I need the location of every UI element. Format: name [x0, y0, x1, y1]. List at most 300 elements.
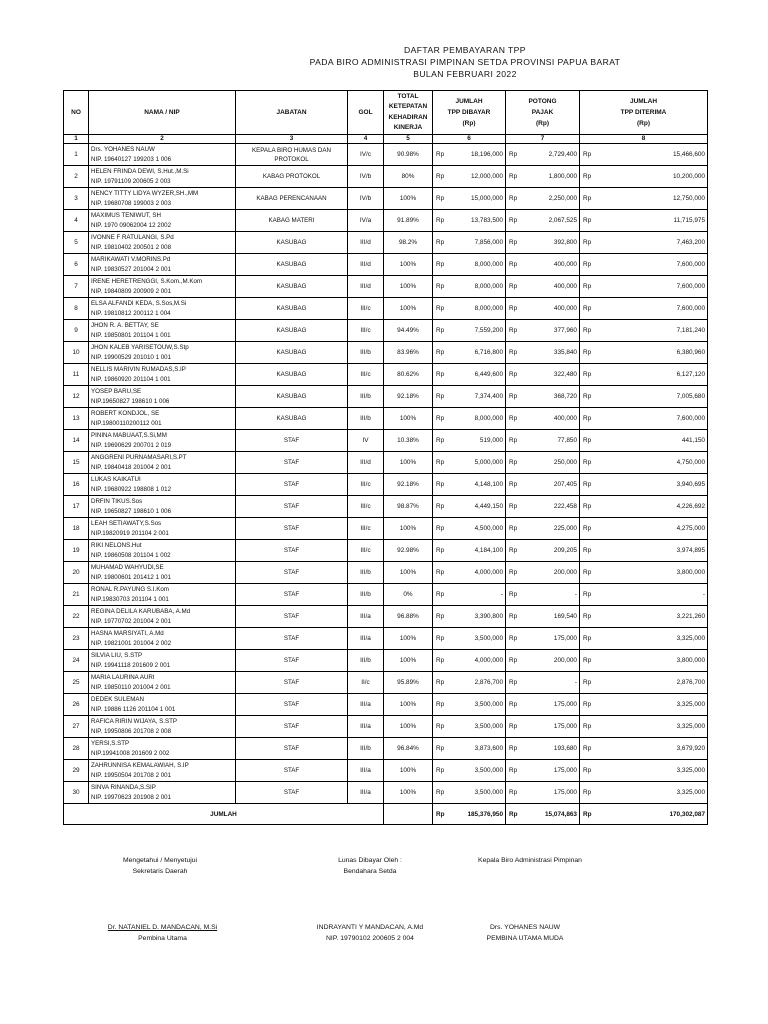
currency-label: Rp: [580, 628, 594, 650]
row-nip: NIP. 19680922 198808 1 012: [91, 485, 172, 493]
row-tpp: 8,000,000: [447, 408, 506, 430]
row-no: 13: [64, 408, 89, 430]
currency-label: Rp: [580, 188, 594, 210]
row-no: 27: [64, 716, 89, 738]
row-name: YERSI,S.STP: [91, 740, 130, 747]
row-name-nip: [89, 210, 236, 232]
sig-middle-title: NIP. 19790102 200605 2 004: [326, 935, 414, 942]
table-row: [64, 496, 708, 518]
row-pajak: 1,800,000: [520, 166, 580, 188]
currency-label: Rp: [580, 144, 594, 166]
row-name: Drs. YOHANES NAUW: [91, 146, 155, 153]
currency-label: Rp: [506, 804, 520, 825]
row-tpp: 4,449,150: [447, 496, 506, 518]
row-tpp: 2,876,700: [447, 672, 506, 694]
currency-label: Rp: [580, 518, 594, 540]
row-nip: NIP. 1970 09062004 12 2002: [91, 221, 172, 229]
currency-label: Rp: [433, 782, 447, 804]
row-jabatan: STAF: [236, 518, 348, 540]
row-pajak: 77,850: [520, 430, 580, 452]
row-name: JHON R. A. BETTAY, SE: [91, 322, 159, 329]
header-pajak-l1: POTONG: [528, 98, 557, 105]
row-pajak: 222,458: [520, 496, 580, 518]
row-kinerja: 92.18%: [384, 386, 433, 408]
sig-left-line1: Mengetahui / Menyetujui: [122, 857, 198, 864]
row-no: 1: [64, 144, 89, 166]
currency-label: Rp: [580, 672, 594, 694]
row-name: RAFICA RIRIN WIJAYA, S.STP: [91, 718, 178, 725]
row-diterima: 7,005,680: [594, 386, 708, 408]
row-name-nip: [89, 738, 236, 760]
row-jabatan: STAF: [236, 474, 348, 496]
row-gol: III/d: [348, 276, 384, 298]
report-title: DAFTAR PEMBAYARAN TPP: [404, 45, 526, 55]
row-name-nip: [89, 430, 236, 452]
row-jabatan: KASUBAG: [236, 254, 348, 276]
row-pajak: 2,729,400: [520, 144, 580, 166]
total-kinerja: [384, 804, 433, 825]
header-jumlah-tpp-l1: JUMLAH: [455, 98, 483, 105]
row-pajak: 207,405: [520, 474, 580, 496]
row-jabatan: KASUBAG: [236, 232, 348, 254]
row-gol: III/b: [348, 562, 384, 584]
col-num-3: 3: [236, 135, 348, 144]
currency-label: Rp: [580, 364, 594, 386]
row-nip: NIP. 19810402 200501 2 008: [91, 243, 172, 251]
row-diterima: 7,463,200: [594, 232, 708, 254]
row-pajak: 175,000: [520, 760, 580, 782]
row-kinerja: 80.62%: [384, 364, 433, 386]
currency-label: Rp: [580, 496, 594, 518]
row-diterima: 12,750,000: [594, 188, 708, 210]
row-jabatan: KEPALA BIRO HUMAS DAN PROTOKOL: [236, 144, 348, 166]
row-kinerja: 98.87%: [384, 496, 433, 518]
row-jabatan: KASUBAG: [236, 364, 348, 386]
col-num-7: 7: [506, 135, 580, 144]
table-row: [64, 474, 708, 496]
row-nip: NIP. 19860920 201104 1 001: [91, 375, 171, 383]
row-nip: NIP. 19680708 199003 2 003: [91, 199, 172, 207]
row-jabatan: STAF: [236, 430, 348, 452]
currency-label: Rp: [506, 276, 520, 298]
total-diterima: 170,302,087: [594, 804, 708, 825]
row-tpp: 6,716,800: [447, 342, 506, 364]
row-no: 24: [64, 650, 89, 672]
currency-label: Rp: [433, 408, 447, 430]
row-name: MUHAMAD WAHYUDI,SE: [91, 564, 164, 571]
row-gol: III/c: [348, 298, 384, 320]
row-diterima: 3,221,260: [594, 606, 708, 628]
row-jabatan: KASUBAG: [236, 386, 348, 408]
table-row: [64, 738, 708, 760]
row-name-nip: [89, 386, 236, 408]
row-tpp: 3,500,000: [447, 716, 506, 738]
row-pajak: 209,205: [520, 540, 580, 562]
currency-label: Rp: [433, 320, 447, 342]
table-row: [64, 408, 708, 430]
table-header: [64, 91, 708, 135]
row-no: 25: [64, 672, 89, 694]
row-pajak: 377,960: [520, 320, 580, 342]
row-name: RONAL R.PAYUNG S.I.Kom: [91, 586, 169, 593]
row-tpp: 6,449,600: [447, 364, 506, 386]
row-diterima: 3,325,000: [594, 628, 708, 650]
table-row: [64, 430, 708, 452]
row-no: 17: [64, 496, 89, 518]
row-diterima: 7,600,000: [594, 298, 708, 320]
currency-label: Rp: [580, 474, 594, 496]
currency-label: Rp: [506, 210, 520, 232]
row-kinerja: 100%: [384, 694, 433, 716]
header-jabatan: JABATAN: [236, 91, 348, 135]
row-nip: NIP. 19950504 201708 2 001: [91, 771, 172, 779]
row-gol: III/a: [348, 628, 384, 650]
row-no: 6: [64, 254, 89, 276]
row-nip: NIP.19820919 201104 2 001: [91, 529, 169, 537]
row-name-nip: [89, 760, 236, 782]
row-name-nip: [89, 518, 236, 540]
row-tpp: 4,500,000: [447, 518, 506, 540]
row-diterima: 3,325,000: [594, 694, 708, 716]
row-kinerja: 92.18%: [384, 474, 433, 496]
currency-label: Rp: [580, 342, 594, 364]
row-jabatan: STAF: [236, 650, 348, 672]
table-row: [64, 276, 708, 298]
row-kinerja: 98.2%: [384, 232, 433, 254]
row-gol: III/b: [348, 584, 384, 606]
row-gol: III/b: [348, 342, 384, 364]
row-gol: III/c: [348, 320, 384, 342]
row-gol: III/c: [348, 496, 384, 518]
sig-left-name: Dr. NATANIEL D. MANDACAN, M.Si: [107, 924, 218, 931]
row-jabatan: KABAG MATERI: [236, 210, 348, 232]
row-gol: III/c: [348, 474, 384, 496]
row-jabatan: STAF: [236, 716, 348, 738]
row-name: MARIA LAURINA AURI: [91, 674, 155, 681]
row-no: 18: [64, 518, 89, 540]
currency-label: Rp: [580, 452, 594, 474]
currency-label: Rp: [580, 650, 594, 672]
row-no: 7: [64, 276, 89, 298]
row-nip: NIP. 19840418 201004 2 001: [91, 463, 172, 471]
row-diterima: 3,800,000: [594, 650, 708, 672]
sig-middle-line1: Lunas Dibayar Oleh :: [338, 857, 402, 864]
row-diterima: 3,974,895: [594, 540, 708, 562]
currency-label: Rp: [580, 694, 594, 716]
table-row: [64, 760, 708, 782]
header-pajak-l3: (Rp): [536, 120, 549, 127]
row-tpp: 12,000,000: [447, 166, 506, 188]
row-diterima: 7,181,240: [594, 320, 708, 342]
row-name: RIKI NELONS.Hut: [91, 542, 142, 549]
row-pajak: 175,000: [520, 782, 580, 804]
row-jabatan: KASUBAG: [236, 276, 348, 298]
sig-right-title: PEMBINA UTAMA MUDA: [486, 935, 564, 942]
currency-label: Rp: [580, 782, 594, 804]
header-kinerja: [384, 91, 433, 135]
currency-label: Rp: [433, 254, 447, 276]
table-row: [64, 694, 708, 716]
row-name: SINVA RINANDA,S.SIP: [91, 784, 156, 791]
row-no: 4: [64, 210, 89, 232]
currency-label: Rp: [506, 540, 520, 562]
sig-right-line1: Kepala Biro Administrasi Pimpinan: [478, 857, 582, 864]
row-name-nip: [89, 166, 236, 188]
row-no: 23: [64, 628, 89, 650]
col-num-8: 8: [580, 135, 708, 144]
row-jabatan: STAF: [236, 628, 348, 650]
row-pajak: 175,000: [520, 628, 580, 650]
row-pajak: 200,000: [520, 562, 580, 584]
row-tpp: 3,500,000: [447, 760, 506, 782]
currency-label: Rp: [433, 628, 447, 650]
row-pajak: 392,800: [520, 232, 580, 254]
currency-label: Rp: [433, 760, 447, 782]
row-jabatan: STAF: [236, 452, 348, 474]
row-diterima: 4,275,000: [594, 518, 708, 540]
currency-label: Rp: [433, 738, 447, 760]
row-kinerja: 100%: [384, 628, 433, 650]
row-gol: III/a: [348, 694, 384, 716]
row-diterima: 441,150: [594, 430, 708, 452]
total-tpp: 185,376,950: [447, 804, 506, 825]
row-gol: III/b: [348, 738, 384, 760]
row-tpp: 18,196,000: [447, 144, 506, 166]
row-nip: NIP. 19886 1126 201104 1 001: [91, 705, 176, 713]
header-kinerja-l4: KINERJA: [393, 124, 423, 131]
currency-label: Rp: [433, 188, 447, 210]
currency-label: Rp: [433, 342, 447, 364]
row-pajak: 175,000: [520, 716, 580, 738]
row-kinerja: 96.88%: [384, 606, 433, 628]
table-row: [64, 716, 708, 738]
table-row: [64, 298, 708, 320]
row-pajak: 200,000: [520, 650, 580, 672]
row-name: PININA MABUAAT,S.Si,MM: [91, 432, 167, 439]
row-name: DRFIN TIKUS.Sos: [91, 498, 143, 505]
currency-label: Rp: [506, 716, 520, 738]
row-kinerja: 100%: [384, 276, 433, 298]
row-pajak: -: [520, 672, 580, 694]
table-row: [64, 584, 708, 606]
row-no: 28: [64, 738, 89, 760]
row-jabatan: STAF: [236, 738, 348, 760]
row-no: 9: [64, 320, 89, 342]
currency-label: Rp: [433, 452, 447, 474]
row-gol: III/a: [348, 716, 384, 738]
sig-middle-name: INDRAYANTI Y MANDACAN, A.Md: [316, 924, 424, 931]
signature-left: [100, 855, 220, 877]
row-name: IVONNE F RATULANGI, S.Pd: [91, 234, 174, 241]
row-gol: III/a: [348, 782, 384, 804]
signature-middle: [305, 855, 435, 877]
row-kinerja: 100%: [384, 562, 433, 584]
row-nip: NIP. 19800601 201412 1 001: [91, 573, 172, 581]
row-gol: IV: [348, 430, 384, 452]
currency-label: Rp: [506, 408, 520, 430]
row-nip: NIP. 19770702 201004 2 001: [91, 617, 172, 625]
row-name-nip: [89, 474, 236, 496]
row-name: HELEN FRINDA DEWI, S.Hut.,M.Si: [91, 168, 189, 175]
table-row: [64, 210, 708, 232]
currency-label: Rp: [580, 320, 594, 342]
row-gol: IV/b: [348, 188, 384, 210]
row-name-nip: [89, 650, 236, 672]
row-pajak: 400,000: [520, 276, 580, 298]
currency-label: Rp: [580, 386, 594, 408]
row-tpp: 8,000,000: [447, 276, 506, 298]
row-name: ANGGRENI PURNAMASARI,S.PT: [91, 454, 187, 461]
row-pajak: 368,720: [520, 386, 580, 408]
row-diterima: 6,127,120: [594, 364, 708, 386]
row-gol: III/d: [348, 452, 384, 474]
table-row: [64, 606, 708, 628]
header-diterima: [580, 91, 708, 135]
row-gol: IV/a: [348, 210, 384, 232]
currency-label: Rp: [506, 452, 520, 474]
row-name: SILVIA LIU, S.STP: [91, 652, 143, 659]
currency-label: Rp: [580, 804, 594, 825]
row-tpp: 4,000,000: [447, 650, 506, 672]
row-gol: II/c: [348, 672, 384, 694]
table-row: [64, 562, 708, 584]
row-pajak: 2,067,525: [520, 210, 580, 232]
row-tpp: 8,000,000: [447, 298, 506, 320]
row-nip: NIP. 19840809 200909 2 001: [91, 287, 172, 295]
total-pajak: 15,074,863: [520, 804, 580, 825]
row-kinerja: 100%: [384, 298, 433, 320]
table-row: [64, 166, 708, 188]
row-diterima: 3,325,000: [594, 760, 708, 782]
row-kinerja: 95.89%: [384, 672, 433, 694]
currency-label: Rp: [433, 562, 447, 584]
row-jabatan: KASUBAG: [236, 298, 348, 320]
currency-label: Rp: [580, 584, 594, 606]
currency-label: Rp: [580, 210, 594, 232]
row-jabatan: STAF: [236, 672, 348, 694]
row-nip: NIP. 19860508 201104 1 002: [91, 551, 171, 559]
row-kinerja: 83.96%: [384, 342, 433, 364]
row-diterima: 7,600,000: [594, 254, 708, 276]
row-no: 12: [64, 386, 89, 408]
row-pajak: 169,540: [520, 606, 580, 628]
total-label: JUMLAH: [64, 804, 384, 825]
row-diterima: 3,800,000: [594, 562, 708, 584]
row-kinerja: 100%: [384, 782, 433, 804]
row-nip: NIP. 19810812 200112 1 004: [91, 309, 171, 317]
currency-label: Rp: [580, 166, 594, 188]
row-name: NELLIS MARIVIN RUMADAS,S.IP: [91, 366, 186, 373]
row-tpp: 3,873,600: [447, 738, 506, 760]
header-jumlah-tpp: [433, 91, 506, 135]
row-kinerja: 100%: [384, 650, 433, 672]
row-gol: IV/b: [348, 166, 384, 188]
row-no: 10: [64, 342, 89, 364]
row-tpp: 15,000,000: [447, 188, 506, 210]
row-nip: NIP.19800110200112 001: [91, 419, 162, 427]
row-pajak: 2,250,000: [520, 188, 580, 210]
row-no: 29: [64, 760, 89, 782]
currency-label: Rp: [433, 474, 447, 496]
currency-label: Rp: [433, 606, 447, 628]
currency-label: Rp: [433, 166, 447, 188]
row-name: REGINA DELILA KARUBABA, A.Md: [91, 608, 191, 615]
table-row: [64, 320, 708, 342]
currency-label: Rp: [506, 606, 520, 628]
row-tpp: 3,500,000: [447, 628, 506, 650]
row-tpp: 7,856,000: [447, 232, 506, 254]
row-name: LEAH SETIAWATY,S.Sos: [91, 520, 162, 527]
currency-label: Rp: [433, 804, 447, 825]
row-diterima: 3,325,000: [594, 782, 708, 804]
row-name-nip: [89, 584, 236, 606]
currency-label: Rp: [433, 672, 447, 694]
currency-label: Rp: [433, 364, 447, 386]
row-diterima: 7,600,000: [594, 408, 708, 430]
row-name-nip: [89, 144, 236, 166]
row-name: ROBERT KONDJOL, SE: [91, 410, 160, 417]
row-jabatan: KABAG PROTOKOL: [236, 166, 348, 188]
header-diterima-l2: TPP DITERIMA: [620, 109, 667, 116]
col-num-2: 2: [89, 135, 236, 144]
row-tpp: 5,000,000: [447, 452, 506, 474]
header-pajak-l2: PAJAK: [531, 109, 554, 116]
row-name-nip: [89, 540, 236, 562]
row-no: 22: [64, 606, 89, 628]
row-tpp: 8,000,000: [447, 254, 506, 276]
currency-label: Rp: [433, 298, 447, 320]
row-name-nip: [89, 408, 236, 430]
currency-label: Rp: [506, 782, 520, 804]
report-subtitle: PADA BIRO ADMINISTRASI PIMPINAN SETDA PROVINSI PAPUA BARAT: [309, 57, 621, 67]
row-tpp: 3,500,000: [447, 694, 506, 716]
row-diterima: 7,600,000: [594, 276, 708, 298]
table-row: [64, 650, 708, 672]
row-no: 8: [64, 298, 89, 320]
currency-label: Rp: [433, 584, 447, 606]
header-kinerja-l3: KEHADIRAN: [388, 113, 428, 121]
row-diterima: 4,750,000: [594, 452, 708, 474]
row-tpp: 7,374,400: [447, 386, 506, 408]
row-jabatan: STAF: [236, 562, 348, 584]
row-gol: III/c: [348, 540, 384, 562]
row-name-nip: [89, 254, 236, 276]
row-name-nip: [89, 342, 236, 364]
row-tpp: 3,390,800: [447, 606, 506, 628]
sig-left-title: Pembina Utama: [138, 935, 187, 942]
currency-label: Rp: [506, 144, 520, 166]
row-tpp: 3,500,000: [447, 782, 506, 804]
table-row: [64, 782, 708, 804]
currency-label: Rp: [506, 518, 520, 540]
row-no: 21: [64, 584, 89, 606]
row-name-nip: [89, 232, 236, 254]
row-no: 5: [64, 232, 89, 254]
row-nip: NIP. 19970623 201908 2 001: [91, 793, 172, 801]
row-nip: NIP. 19950806 201708 2 008: [91, 727, 172, 735]
row-pajak: 250,000: [520, 452, 580, 474]
row-pajak: 322,480: [520, 364, 580, 386]
row-name: MARIKAWATI V.MORINS.Pd: [91, 256, 171, 263]
row-diterima: 15,466,600: [594, 144, 708, 166]
table-row: [64, 188, 708, 210]
currency-label: Rp: [506, 628, 520, 650]
currency-label: Rp: [580, 276, 594, 298]
row-name: ELSA ALFANDI KEDA, S.Sos,M.Si: [91, 300, 187, 307]
row-diterima: 2,876,700: [594, 672, 708, 694]
row-name: DEDEK SULEMAN: [91, 696, 144, 703]
row-kinerja: 10.38%: [384, 430, 433, 452]
